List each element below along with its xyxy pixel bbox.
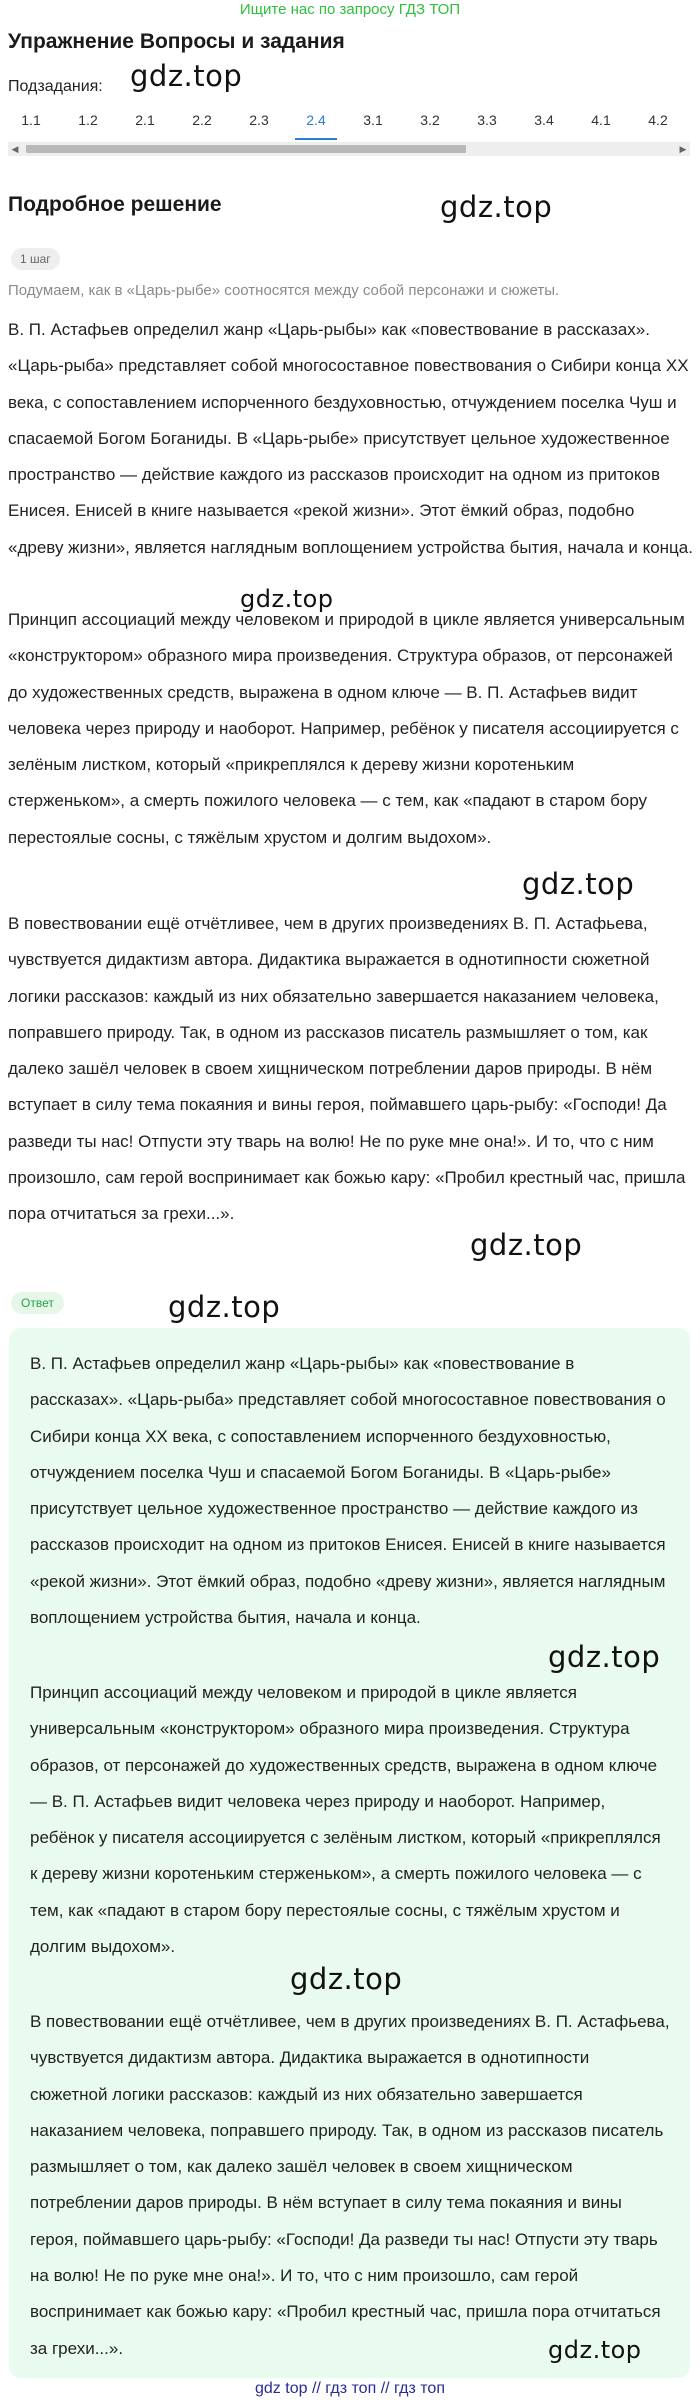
watermark: gdz.top [548, 1640, 661, 1674]
footer-link-gdz-top[interactable]: gdz top [255, 2380, 308, 2397]
watermark: gdz.top [440, 190, 553, 224]
chevron-left-icon[interactable]: ◀ [11, 144, 19, 154]
footer-links [0, 2378, 700, 2400]
solution-title: Подробное решение [8, 193, 222, 216]
tab-2-4[interactable]: 2.4 [295, 108, 337, 140]
tab-4-2[interactable]: 4.2 [648, 112, 668, 128]
page-title: Упражнение Вопросы и задания [8, 30, 345, 53]
solution-paragraph: В повествовании ещё отчётливее, чем в других произведениях В. П. Астафьева, чувствуется дидактизм автора. Дидактика выражается в однотипности сюжетной логики рассказов: каждый из них обязательно завершается наказанием человека, поправшего природу. Так, в одном из рассказов писатель размышляет о том, как далеко зашёл человек в своем хищническом потреблении даров природы. В нём вступает в силу тема покаяния и вины героя, поймавшего царь-рыбу: «Господи! Да разведи ты нас! Отпусти эту тварь на волю! Не по руке мне она!». И то, что с ним произошло, сам герой воспринимает как божью кару: «Пробил крестный час, пришла пора отчитаться за грехи...». [8, 914, 686, 1224]
answer-paragraph: Принцип ассоциаций между человеком и природой в цикле является универсальным «конструктором» образного мира произведения. Структура образов, от персонажей до художественных средств, выражена в одном ключе — В. П. Астафьев видит человека через природу и наоборот. Например, ребёнок у писателя ассоциируется с зелёным листком, который «прикреплялся к дереву жизни коротеньким стерженьком», а смерть пожилого человека — с тем, как «падают в старом бору перестоялые сосны, с тяжёлым хрустом и долгим выдохом». [30, 1683, 661, 1957]
step-badge: 1 шаг [11, 248, 60, 270]
tab-3-1[interactable]: 3.1 [363, 112, 383, 128]
chevron-right-icon[interactable]: ▶ [679, 144, 687, 154]
tab-3-3[interactable]: 3.3 [477, 112, 497, 128]
top-banner[interactable]: Ищите нас по запросу ГДЗ ТОП [239, 1, 461, 18]
watermark: gdz.top [470, 1228, 583, 1262]
answer-paragraph: В. П. Астафьев определил жанр «Царь-рыбы» как «повествование в рассказах». «Царь-рыба» представляет собой многосоставное повествования о Сибири конца XX века, с сопоставлением испорченного бездуховностью, отчуждением поселка Чуш и спасаемой Богом Боганиды. В «Царь-рыбе» присутствует цельное художественное пространство — действие каждого из рассказов происходит на одном из притоков Енисея. Енисей в книге называется «рекой жизни». Этот ёмкий образ, подобно «древу жизни», является наглядным воплощением устройства бытия, начала и конца. [30, 1354, 666, 1628]
tab-3-4[interactable]: 3.4 [534, 112, 554, 128]
watermark: gdz.top [168, 1290, 281, 1324]
tab-2-3[interactable]: 2.3 [249, 112, 269, 128]
footer-link-gdz-top-ru[interactable]: гдз топ [325, 2380, 377, 2397]
solution-paragraph: В. П. Астафьев определил жанр «Царь-рыбы» как «повествование в рассказах». «Царь-рыба» представляет собой многосоставное повествования о Сибири конца XX века, с сопоставлением испорченного бездуховностью, отчуждением поселка Чуш и спасаемой Богом Боганиды. В «Царь-рыбе» присутствует цельное художественное пространство — действие каждого из рассказов происходит на одном из притоков Енисея. Енисей в книге называется «рекой жизни». Этот ёмкий образ, подобно «древу жизни», является наглядным воплощением устройства бытия, начала и конца. [8, 320, 693, 557]
hint-text: Подумаем, как в «Царь-рыбе» соотносятся между собой персонажи и сюжеты. [8, 282, 560, 299]
tab-3-2[interactable]: 3.2 [420, 112, 440, 128]
footer-link-gdz-top-ru-2[interactable]: гдз топ [394, 2380, 445, 2397]
watermark: gdz.top [548, 2336, 642, 2364]
watermark: gdz.top [290, 1962, 403, 1996]
tab-4-1[interactable]: 4.1 [591, 112, 611, 128]
answer-paragraph: В повествовании ещё отчётливее, чем в других произведениях В. П. Астафьева, чувствуется дидактизм автора. Дидактика выражается в однотипности сюжетной логики рассказов: каждый из них обязательно завершается наказанием человека, поправшего природу. Так, в одном из рассказов писатель размышляет о том, как далеко зашёл человек в своем хищническом потреблении даров природы. В нём вступает в силу тема покаяния и вины героя, поймавшего царь-рыбу: «Господи! Да разведи ты нас! Отпусти эту тварь на волю! Не по руке мне она!». И то, что с ним произошло, сам герой воспринимает как божью кару: «Пробил крестный час, пришла пора отчитаться за грехи...». [30, 2012, 670, 2358]
tab-1-2[interactable]: 1.2 [78, 112, 98, 128]
footer-separator: // [380, 2380, 390, 2397]
watermark: gdz.top [240, 585, 334, 613]
subsections-label: Подзадания: [8, 78, 103, 95]
watermark: gdz.top [130, 59, 243, 93]
tab-2-1[interactable]: 2.1 [135, 112, 155, 128]
footer-separator: // [311, 2380, 321, 2397]
watermark: gdz.top [522, 867, 635, 901]
answer-badge: Ответ [11, 1292, 64, 1314]
tab-2-2[interactable]: 2.2 [192, 112, 212, 128]
scroll-thumb[interactable] [26, 145, 466, 153]
subsection-tabs [0, 108, 700, 140]
solution-paragraph: Принцип ассоциаций между человеком и природой в цикле является универсальным «конструктором» образного мира произведения. Структура образов, от персонажей до художественных средств, выражена в одном ключе — В. П. Астафьев видит человека через природу и наоборот. Например, ребёнок у писателя ассоциируется с зелёным листком, который «прикреплялся к дереву жизни коротеньким стерженьком», а смерть пожилого человека — с тем, как «падают в старом бору перестоялые сосны, с тяжёлым хрустом и долгим выдохом». [8, 610, 685, 847]
horizontal-scrollbar[interactable] [8, 142, 690, 156]
tab-1-1[interactable]: 1.1 [21, 112, 41, 128]
